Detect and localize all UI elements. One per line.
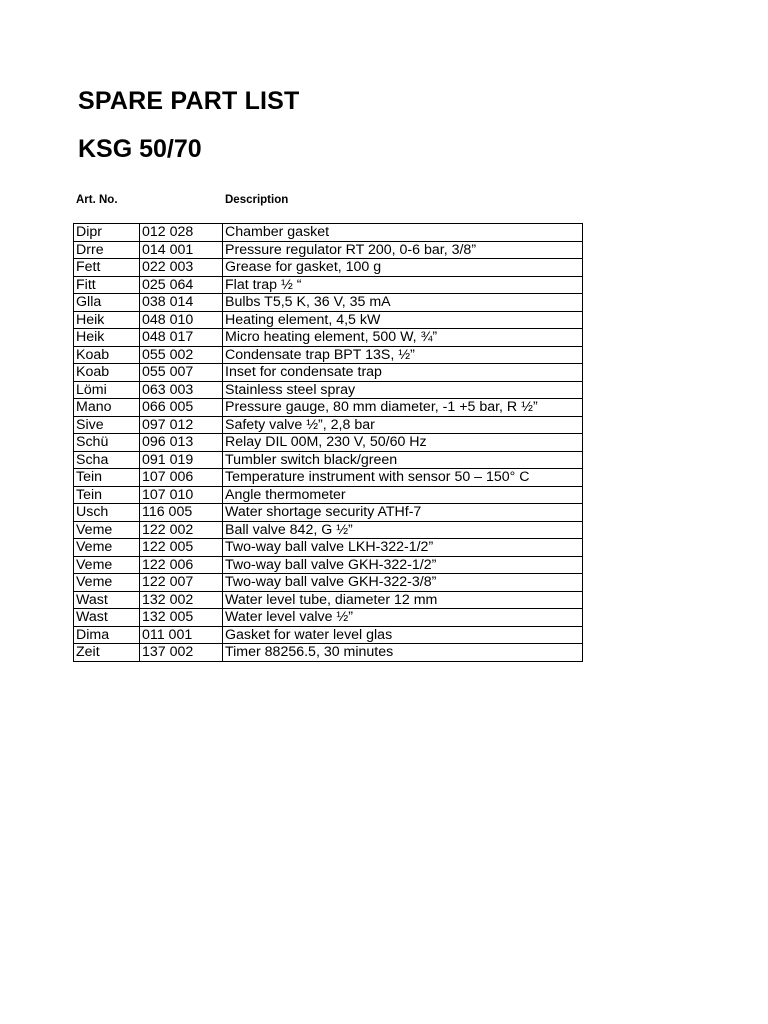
part-number-cell: 011 001 [140, 626, 223, 644]
part-code-cell: Heik [74, 311, 140, 329]
part-code-cell: Wast [74, 609, 140, 627]
table-row [74, 276, 583, 294]
part-description-cell: Flat trap ½ “ [223, 276, 583, 294]
part-description-cell: Stainless steel spray [223, 381, 583, 399]
table-row [74, 504, 583, 522]
part-number-cell: 107 010 [140, 486, 223, 504]
part-code-cell: Veme [74, 539, 140, 557]
part-description-cell: Water shortage security ATHf-7 [223, 504, 583, 522]
part-description-cell: Water level tube, diameter 12 mm [223, 591, 583, 609]
spare-parts-table [73, 223, 583, 662]
table-row [74, 451, 583, 469]
part-number-cell: 137 002 [140, 644, 223, 662]
table-row [74, 294, 583, 312]
art-no-header: Art. No. [76, 194, 118, 206]
table-row [74, 381, 583, 399]
part-code-cell: Tein [74, 486, 140, 504]
part-number-cell: 022 003 [140, 259, 223, 277]
part-number-cell: 122 007 [140, 574, 223, 592]
part-description-cell: Grease for gasket, 100 g [223, 259, 583, 277]
part-code-cell: Lömi [74, 381, 140, 399]
table-row [74, 626, 583, 644]
part-number-cell: 055 002 [140, 346, 223, 364]
part-code-cell: Dima [74, 626, 140, 644]
table-row [74, 556, 583, 574]
part-code-cell: Koab [74, 364, 140, 382]
spare-parts-table-body [74, 224, 583, 662]
part-number-cell: 038 014 [140, 294, 223, 312]
part-description-cell: Two-way ball valve GKH-322-1/2” [223, 556, 583, 574]
table-row [74, 591, 583, 609]
part-code-cell: Sive [74, 416, 140, 434]
part-code-cell: Heik [74, 329, 140, 347]
part-number-cell: 066 005 [140, 399, 223, 417]
part-number-cell: 063 003 [140, 381, 223, 399]
part-code-cell: Koab [74, 346, 140, 364]
table-row [74, 521, 583, 539]
part-code-cell: Usch [74, 504, 140, 522]
part-code-cell: Glla [74, 294, 140, 312]
part-description-cell: Relay DIL 00M, 230 V, 50/60 Hz [223, 434, 583, 452]
part-number-cell: 097 012 [140, 416, 223, 434]
table-row [74, 311, 583, 329]
table-row [74, 416, 583, 434]
table-row [74, 644, 583, 662]
part-number-cell: 048 017 [140, 329, 223, 347]
part-description-cell: Bulbs T5,5 K, 36 V, 35 mA [223, 294, 583, 312]
part-code-cell: Wast [74, 591, 140, 609]
part-description-cell: Safety valve ½”, 2,8 bar [223, 416, 583, 434]
table-row [74, 486, 583, 504]
part-description-cell: Tumbler switch black/green [223, 451, 583, 469]
table-row [74, 539, 583, 557]
part-number-cell: 055 007 [140, 364, 223, 382]
table-row [74, 346, 583, 364]
part-code-cell: Veme [74, 556, 140, 574]
page-title: SPARE PART LIST [78, 87, 300, 115]
part-number-cell: 012 028 [140, 224, 223, 242]
part-description-cell: Water level valve ½” [223, 609, 583, 627]
part-code-cell: Dipr [74, 224, 140, 242]
table-row [74, 399, 583, 417]
table-row [74, 224, 583, 242]
part-number-cell: 122 002 [140, 521, 223, 539]
part-code-cell: Zeit [74, 644, 140, 662]
part-code-cell: Veme [74, 574, 140, 592]
part-description-cell: Gasket for water level glas [223, 626, 583, 644]
part-number-cell: 122 005 [140, 539, 223, 557]
table-row [74, 609, 583, 627]
part-code-cell: Fett [74, 259, 140, 277]
part-number-cell: 091 019 [140, 451, 223, 469]
part-description-cell: Ball valve 842, G ½” [223, 521, 583, 539]
part-code-cell: Scha [74, 451, 140, 469]
part-description-cell: Inset for condensate trap [223, 364, 583, 382]
part-description-cell: Heating element, 4,5 kW [223, 311, 583, 329]
part-number-cell: 014 001 [140, 241, 223, 259]
table-row [74, 469, 583, 487]
table-row [74, 574, 583, 592]
part-code-cell: Fitt [74, 276, 140, 294]
part-number-cell: 122 006 [140, 556, 223, 574]
part-number-cell: 132 002 [140, 591, 223, 609]
part-number-cell: 048 010 [140, 311, 223, 329]
part-number-cell: 116 005 [140, 504, 223, 522]
table-row [74, 259, 583, 277]
part-code-cell: Drre [74, 241, 140, 259]
part-description-cell: Angle thermometer [223, 486, 583, 504]
table-row [74, 241, 583, 259]
part-description-cell: Micro heating element, 500 W, ¾” [223, 329, 583, 347]
part-description-cell: Chamber gasket [223, 224, 583, 242]
part-number-cell: 107 006 [140, 469, 223, 487]
table-row [74, 364, 583, 382]
part-description-cell: Two-way ball valve LKH-322-1/2” [223, 539, 583, 557]
part-number-cell: 132 005 [140, 609, 223, 627]
model-subtitle: KSG 50/70 [78, 135, 202, 163]
part-code-cell: Mano [74, 399, 140, 417]
part-description-cell: Pressure regulator RT 200, 0-6 bar, 3/8” [223, 241, 583, 259]
part-number-cell: 096 013 [140, 434, 223, 452]
table-row [74, 329, 583, 347]
part-code-cell: Veme [74, 521, 140, 539]
part-description-cell: Condensate trap BPT 13S, ½” [223, 346, 583, 364]
table-row [74, 434, 583, 452]
description-header: Description [225, 194, 289, 206]
part-description-cell: Timer 88256.5, 30 minutes [223, 644, 583, 662]
part-number-cell: 025 064 [140, 276, 223, 294]
part-code-cell: Schü [74, 434, 140, 452]
part-description-cell: Two-way ball valve GKH-322-3/8” [223, 574, 583, 592]
part-code-cell: Tein [74, 469, 140, 487]
part-description-cell: Pressure gauge, 80 mm diameter, -1 +5 bar, R ½” [223, 399, 583, 417]
part-description-cell: Temperature instrument with sensor 50 – 150° C [223, 469, 583, 487]
